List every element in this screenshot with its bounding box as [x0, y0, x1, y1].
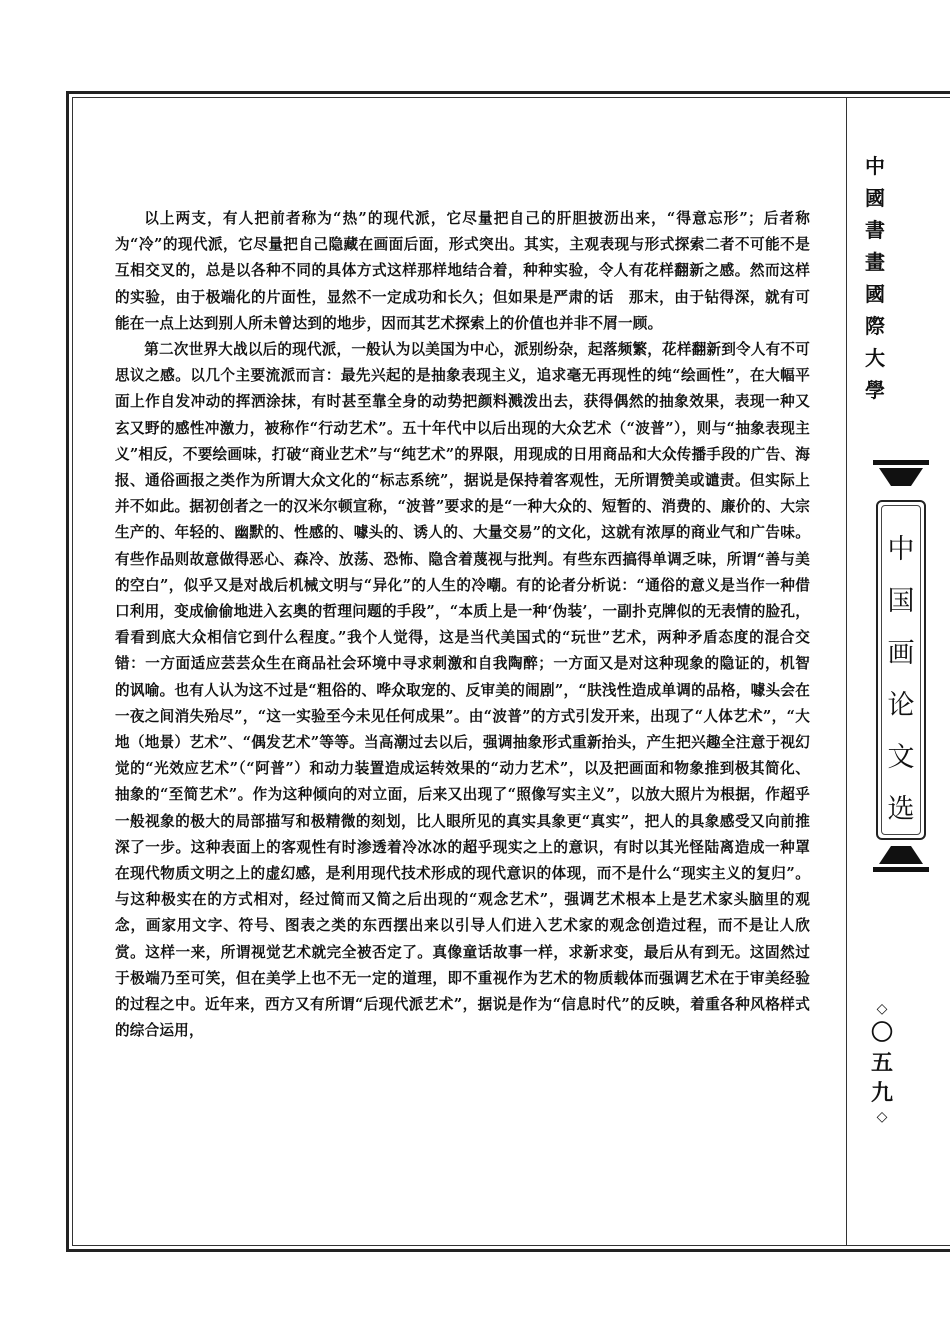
page-number [862, 1000, 902, 1126]
title-ornament-top [873, 460, 929, 486]
diamond-icon: ◇ [876, 1109, 888, 1125]
margin-divider [846, 97, 847, 1246]
page-number-text: 〇五九 [871, 1020, 894, 1106]
title-ornament-bottom [873, 846, 929, 872]
diamond-icon: ◇ [876, 1001, 888, 1017]
book-title: 中国画论文选 [887, 534, 915, 825]
paragraph-2: 第二次世界大战以后的现代派，一般认为以美国为中心，派别纷杂，起落频繁，花样翻新到令人有不可思议之感。以几个主要流派而言：最先兴起的是抽象表现主义，追求毫无再现性的纯“绘画性”，在大幅平面上作自发冲动的挥洒涂抹，有时甚至靠全身的动势把颜料溅泼出去，获得偶然的抽象效果，表现一种又玄又野的感性冲激力，被称作“行动艺术”。五十年代中以后出现的大众艺术（“波普”），则与“抽象表现主义”相反，不要绘画味，打破“商业艺术”与“纯艺术”的界限，用现成的日用商品和大众传播手段的广告、海报、通俗画报之类作为所谓大众文化的“标志系统”，据说是保持着客观性，无所谓赞美或谴责。但实际上并不如此。据初创者之一的汉米尔顿宣称，“波普”要求的是“一种大众的、短暂的、消费的、廉价的、大宗生产的、年轻的、幽默的、性感的、噱头的、诱人的、大量交易”的文化，这就有浓厚的商业气和广告味。有些作品则故意做得恶心、森冷、放荡、恐怖、隐含着蔑视与批判。有些东西搞得单调乏味，所谓“善与美的空白”，似乎又是对战后机械文明与“异化”的人生的冷嘲。有的论者分析说：“通俗的意义是当作一种借口利用，变成偷偷地进入玄奥的哲理问题的手段”，“本质上是一种‘伪装’，一副扑克牌似的无表情的脸孔，看看到底大众相信它到什么程度。”我个人觉得，这是当代美国式的“玩世”艺术，两种矛盾态度的混合交错：一方面适应芸芸众生在商品社会环境中寻求刺激和自我陶醉；一方面又是对这种现象的隐证的，机智的讽喻。也有人认为这不过是“粗俗的、哗众取宠的、反审美的闹剧”，“肤浅性造成单调的品格，噱头会在一夜之间消失殆尽”，“这一实验至今未见任何成果”。由“波普”的方式引发开来，出现了“人体艺术”，“大地（地景）艺术”、“偶发艺术”等等。当高潮过去以后，强调抽象形式重新抬头，产生把兴趣全注意于视幻觉的“光效应艺术”（“阿普”）和动力装置造成运转效果的“动力艺术”，以及把画面和物象推到极其简化、抽象的“至简艺术”。作为这种倾向的对立面，后来又出现了“照像写实主义”，以放大照片为根据，作超乎一般视象的极大的局部描写和极精微的刻划，比人眼所见的真实具象更“真实”，把人的具象感受又向前推深了一步。这种表面上的客观性有时渗透着冷冰冰的超乎现实之上的意识，有时以其光怪陆离造成一种罩在现代物质文明之上的虚幻感，是利用现代技术形成的现代意识的体现，而不是什么“现实主义的复归”。与这种极实在的方式相对，经过简而又简之后出现的“观念艺术”，强调艺术根本上是艺术家头脑里的观念，画家用文字、符号、图表之类的东西摆出来以引导人们进入艺术家的观念创造过程，而不是让人欣赏。这样一来，所谓视觉艺术就完全被否定了。真像童话故事一样，求新求变，最后从有到无。这固然过于极端乃至可笑，但在美学上也不无一定的道理，即不重视作为艺术的物质载体而强调艺术在于审美经验的过程之中。近年来，西方又有所谓“后现代派艺术”，据说是作为“信息时代”的反映，着重各种风格样式的综合运用， [115, 341, 810, 1040]
side-school-label: 中國書畫國際大學 [865, 154, 885, 402]
body-text [115, 206, 810, 1045]
paragraph-1: 以上两支，有人把前者称为“热”的现代派，它尽量把自己的肝胆披沥出来，“得意忘形”；后者称为“冷”的现代派，它尽量把自己隐藏在画面后面，形式突出。其实，主观表现与形式探索二者不可能不是互相交叉的，总是以各种不同的具体方式这样那样地结合着，种种实验，令人有花样翻新之感。然而这样的实验，由于极端化的片面性，显然不一定成功和长久；但如果是严肃的话 那末，由于钻得深，就有可能在一点上达到别人所未曾达到的地步，因而其艺术探索上的价值也并非不屑一顾。 [115, 210, 810, 332]
book-title-box [876, 500, 926, 840]
